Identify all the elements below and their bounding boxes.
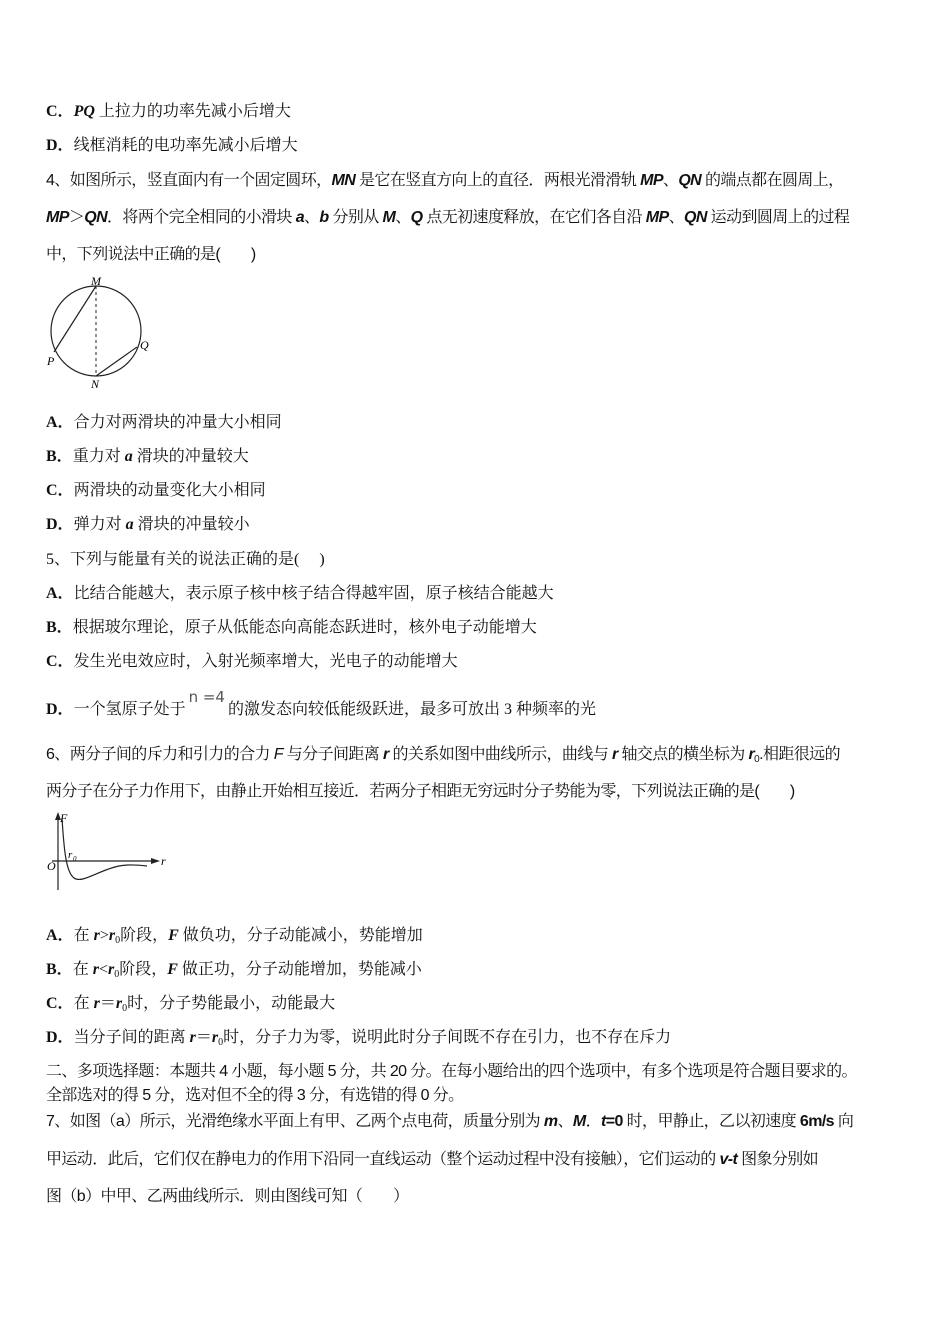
text: 分别从	[328, 209, 383, 226]
q7-stem-line1	[46, 1112, 853, 1132]
option-text: 弹力对	[73, 516, 126, 533]
var-pq: PQ	[73, 103, 95, 120]
text: 4、如图所示，竖直面内有一个固定圆环，	[46, 172, 332, 189]
operator: ＝	[195, 1029, 212, 1046]
var-qn: QN	[684, 209, 707, 226]
text: 是它在竖直方向上的直径．两根光滑滑轨	[355, 172, 641, 189]
option-label: A．	[46, 585, 74, 602]
option-text: 比结合能越大，表示原子核中核子结合得越牢固，原子核结合能越大	[73, 585, 554, 602]
text: ＞	[68, 209, 85, 226]
option-text: 的激发态向较低能级跃进，最多可放出 3 种频率的光	[227, 701, 596, 718]
text: 的端点都在圆周上，	[701, 172, 844, 189]
var-r: r	[93, 995, 100, 1012]
text: =0	[605, 1113, 623, 1130]
option-label: C．	[46, 653, 74, 670]
text: 在	[73, 995, 94, 1012]
var-qn: QN	[678, 172, 702, 189]
text: 阶段，	[119, 961, 168, 978]
var-mp: MP	[46, 209, 69, 226]
operator: >	[99, 927, 109, 944]
q6-option-c	[46, 994, 335, 1014]
text: ．将两个完全相同的小滑块	[107, 209, 296, 226]
text: 运动到圆周上的过程	[706, 209, 850, 226]
q5-option-b	[46, 618, 537, 638]
option-text: 上拉力的功率先减小后增大	[94, 103, 291, 120]
label-r0: r	[68, 849, 73, 861]
q7-stem-line3: 图（b）中甲、乙两曲线所示．则由图线可知（ ）	[46, 1188, 409, 1205]
label-f: F	[60, 811, 68, 825]
option-text: 线框消耗的电功率先减小后增大	[73, 137, 298, 154]
text: 当分子间的距离	[73, 1029, 190, 1046]
option-label: D．	[46, 701, 74, 718]
velocity-value: 6m/s	[799, 1113, 834, 1130]
label-q: Q	[140, 338, 149, 352]
var-mp: MP	[645, 209, 669, 226]
text: 时，分子力为零，说明此时分子间既不存在引力，也不存在斥力	[223, 1029, 672, 1046]
option-label: C．	[46, 103, 74, 120]
option-label: D．	[46, 137, 74, 154]
text: 轴交点的横坐标为	[617, 746, 749, 763]
q4-option-a	[46, 413, 282, 433]
subscript: 0	[122, 1003, 128, 1014]
var-r: r	[92, 961, 99, 978]
var-r0: r	[115, 995, 123, 1012]
option-text: 滑块的冲量较大	[132, 448, 249, 465]
text: .相距很远的	[759, 746, 840, 763]
var-m: m	[543, 1113, 558, 1130]
subscript: 0	[114, 969, 120, 980]
section-heading-line1: 二、多项选择题：本题共 4 小题，每小题 5 分，共 20 分。在每小题给出的四个选项中，有多个选项是符合题目要求的。	[46, 1063, 857, 1080]
option-label: D．	[46, 1029, 74, 1046]
label-n: N	[91, 377, 100, 391]
circle-rails-figure	[44, 274, 164, 392]
label-p: P	[47, 354, 55, 368]
text: 、	[668, 209, 685, 226]
text: 图象分别如	[737, 1151, 819, 1168]
q5-option-a	[46, 584, 554, 604]
text: 时，甲静止，乙以初速度	[622, 1113, 800, 1130]
q5-option-d	[46, 688, 596, 720]
text: 的关系如图中曲线所示，曲线与	[388, 746, 612, 763]
var-r0: r	[211, 1029, 219, 1046]
subscript: 0	[115, 935, 121, 946]
var-r0: r	[748, 746, 755, 763]
var-big-m: M	[572, 1113, 586, 1130]
formula-n-equals-4: n =4	[188, 688, 225, 706]
text: 、	[395, 209, 411, 226]
label-r: r	[161, 854, 166, 868]
var-r: r	[93, 927, 100, 944]
q6-option-b	[46, 960, 422, 980]
var-m: M	[382, 209, 396, 226]
q4-stem-line1	[46, 171, 844, 191]
option-text: 发生光电效应时，入射光频率增大，光电子的动能增大	[73, 653, 458, 670]
label-r0-sub: 0	[73, 855, 77, 863]
text: 做负功，分子动能减小，势能增加	[178, 927, 423, 944]
var-mp: MP	[640, 172, 663, 189]
var-r0: r	[107, 961, 115, 978]
var-t: t	[601, 1113, 606, 1130]
text: 时，分子势能最小，动能最大	[127, 995, 336, 1012]
option-label: C．	[46, 995, 74, 1012]
option-label: B．	[46, 448, 73, 465]
q6-stem-line2: 两分子在分子力作用下，由静止开始相互接近．若两分子相距无穷远时分子势能为零，下列说法正确的是( )	[46, 783, 795, 800]
var-qn: QN	[84, 209, 108, 226]
force-distance-graph	[44, 810, 169, 895]
text: 点无初速度释放，在它们各自沿	[422, 209, 646, 226]
subscript: 0	[218, 1037, 224, 1048]
var-a: a	[295, 209, 304, 226]
q7-stem-line2	[46, 1150, 818, 1170]
var-q: Q	[410, 209, 423, 226]
text: 6、两分子间的斥力和引力的合力	[46, 746, 274, 763]
var-b: b	[319, 209, 329, 226]
var-r: r	[189, 1029, 196, 1046]
q4-stem-line2	[46, 208, 849, 228]
section-heading-line2: 全部选对的得 5 分，选对但不全的得 3 分，有选错的得 0 分。	[46, 1087, 464, 1104]
operator: <	[98, 961, 108, 978]
q4-option-d	[46, 515, 250, 535]
text: 与分子间距离	[282, 746, 384, 763]
var-a: a	[124, 448, 133, 465]
text: 向	[833, 1113, 854, 1130]
option-label: B．	[46, 961, 73, 978]
q4-stem-line3: 中，下列说法中正确的是( )	[46, 246, 256, 263]
label-m: M	[91, 274, 101, 288]
q4-option-c	[46, 481, 266, 501]
option-label: A．	[46, 927, 74, 944]
q5-option-c	[46, 652, 458, 672]
text: 7、如图（a）所示，光滑绝缘水平面上有甲、乙两个点电荷，质量分别为	[46, 1113, 544, 1130]
text: 、	[662, 172, 679, 189]
option-label: B．	[46, 619, 73, 636]
text: 、	[304, 209, 320, 226]
option-label: C．	[46, 482, 74, 499]
q3-option-c	[46, 102, 291, 122]
option-label: A．	[46, 414, 74, 431]
option-text: 合力对两滑块的冲量大小相同	[73, 414, 282, 431]
option-text: 重力对	[72, 448, 125, 465]
var-f: F	[168, 927, 179, 944]
var-vt: v-t	[719, 1151, 738, 1168]
text: 在	[72, 961, 93, 978]
text: 在	[73, 927, 94, 944]
option-text: 一个氢原子处于	[73, 701, 186, 718]
text: 甲运动．此后，它们仅在静电力的作用下沿同一直线运动（整个运动过程中没有接触），它们运动的	[46, 1151, 720, 1168]
option-text: 滑块的冲量较小	[133, 516, 250, 533]
text: 阶段，	[120, 927, 169, 944]
var-r: r	[611, 746, 618, 763]
var-f: F	[167, 961, 178, 978]
q6-option-d	[46, 1028, 671, 1048]
var-mn: MN	[331, 172, 356, 189]
option-label: D．	[46, 516, 74, 533]
option-text: 根据玻尔理论，原子从低能态向高能态跃进时，核外电子动能增大	[72, 619, 537, 636]
var-r: r	[383, 746, 389, 763]
var-f: F	[273, 746, 283, 763]
var-a: a	[125, 516, 134, 533]
text: 做正功，分子动能增加，势能减小	[177, 961, 422, 978]
q3-option-d	[46, 136, 298, 156]
option-text: 两滑块的动量变化大小相同	[73, 482, 266, 499]
text: ．	[585, 1113, 602, 1130]
subscript: 0	[754, 754, 760, 765]
label-o: O	[47, 859, 56, 873]
operator: ＝	[99, 995, 116, 1012]
q5-stem: 5、下列与能量有关的说法正确的是( )	[46, 551, 325, 568]
var-r0: r	[108, 927, 116, 944]
q6-option-a	[46, 926, 423, 946]
text: 、	[557, 1113, 573, 1130]
q4-option-b	[46, 447, 249, 467]
q6-stem-line1	[46, 745, 840, 765]
